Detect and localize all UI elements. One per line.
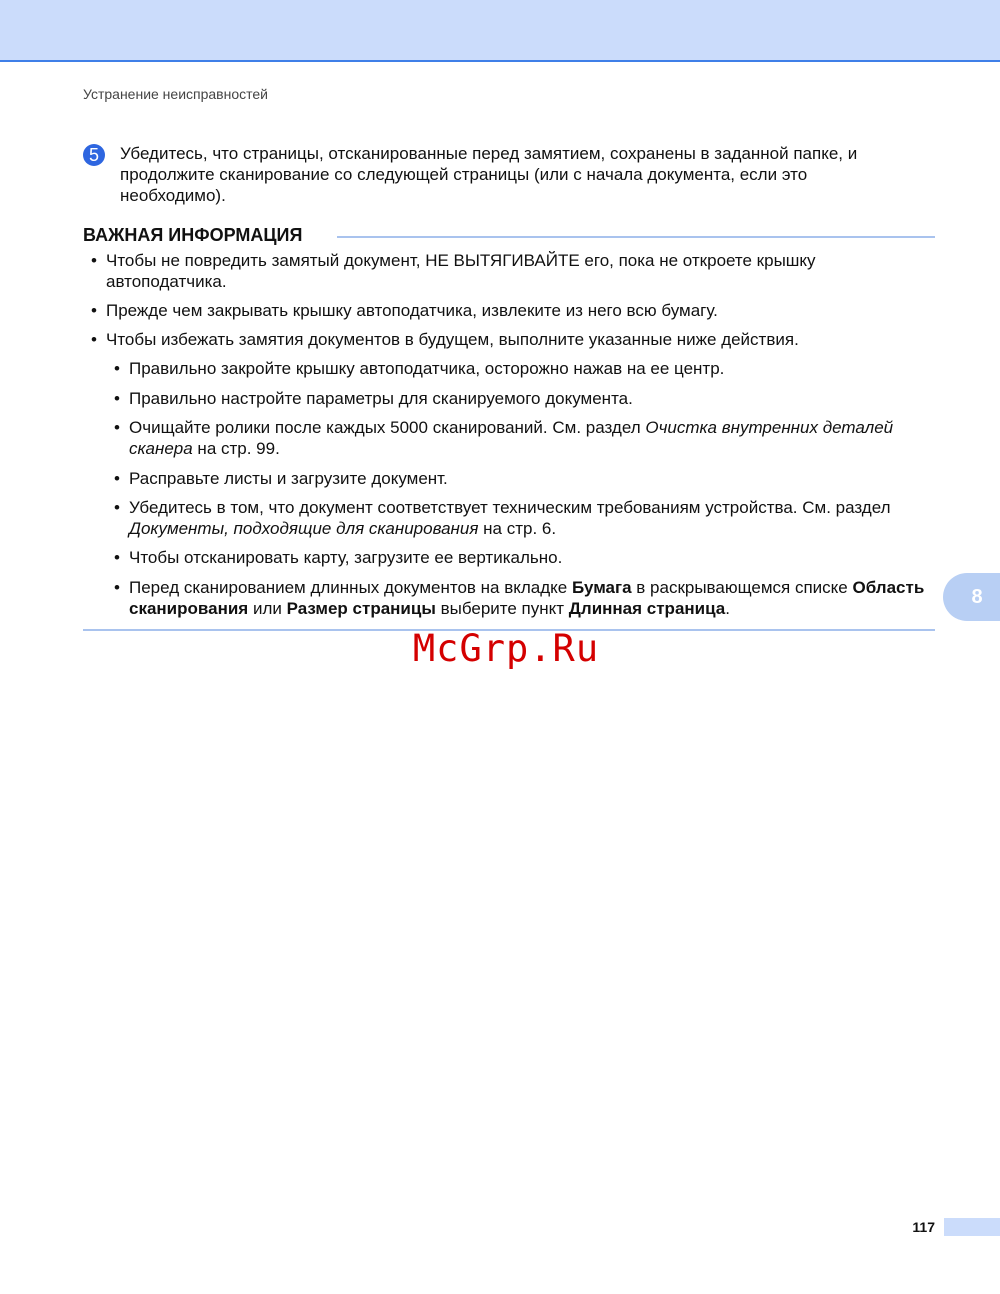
watermark: McGrp.Ru (412, 627, 600, 670)
bullet-icon: • (114, 359, 120, 378)
cross-reference-link[interactable]: Очистка внутренних деталей сканера (129, 418, 894, 458)
chapter-tab (943, 573, 1000, 621)
header-band (0, 0, 1000, 62)
bullet-icon: • (114, 578, 120, 597)
list-item-text: Чтобы избежать замятия документов в будущем, выполните указанные ниже действия. (106, 330, 799, 349)
cross-reference-link[interactable]: Документы, подходящие для сканирования (129, 519, 479, 538)
bullet-icon: • (91, 330, 97, 349)
bullet-icon: • (114, 548, 120, 567)
bullet-icon: • (91, 301, 97, 320)
page-number: 117 (912, 1219, 935, 1235)
section-title: ВАЖНАЯ ИНФОРМАЦИЯ (83, 225, 303, 245)
chapter-number: 8 (971, 586, 983, 608)
sub-list-item-text: Правильно закройте крышку автоподатчика, осторожно нажав на ее центр. (129, 359, 725, 378)
sub-list-item-text: Очищайте ролики после каждых 5000 сканирований. См. раздел Очистка внутренних деталей сканера на стр. 99. (129, 418, 894, 458)
bullet-icon: • (91, 251, 97, 270)
heading-rule (337, 236, 935, 238)
sub-list-item-text: Убедитесь в том, что документ соответствует техническим требованиям устройства. См. раздел Документы, подходящие для сканирования на стр. 6. (129, 498, 891, 538)
step-number-badge: 5 (83, 144, 105, 166)
bullet-icon: • (114, 469, 120, 488)
list-item-text: Прежде чем закрывать крышку автоподатчика, извлеките из него всю бумагу. (106, 301, 718, 320)
running-header: Устранение неисправностей (83, 86, 268, 102)
sub-list-item-text: Чтобы отсканировать карту, загрузите ее вертикально. (129, 548, 563, 567)
sub-list-item-text: Правильно настройте параметры для сканируемого документа. (129, 389, 633, 408)
bullet-icon: • (114, 389, 120, 408)
bullet-icon: • (114, 418, 120, 437)
bullet-icon: • (114, 498, 120, 517)
important-info-heading (83, 225, 935, 247)
list-item-text: Чтобы не повредить замятый документ, НЕ ВЫТЯГИВАЙТЕ его, пока не откроете крышку автоподатчика. (106, 251, 816, 291)
page-number-tab (944, 1218, 1000, 1236)
step-text: Убедитесь, что страницы, отсканированные перед замятием, сохранены в заданной папке, и продолжите сканирование со следующей страницы (или с начала документа, если это необходимо). (120, 144, 858, 205)
sub-list-item-text: Расправьте листы и загрузите документ. (129, 469, 448, 488)
sub-list-item-text: Перед сканированием длинных документов на вкладке Бумага в раскрывающемся списке Область сканирования или Размер страницы выберите пункт Длинная страница. (129, 578, 925, 618)
